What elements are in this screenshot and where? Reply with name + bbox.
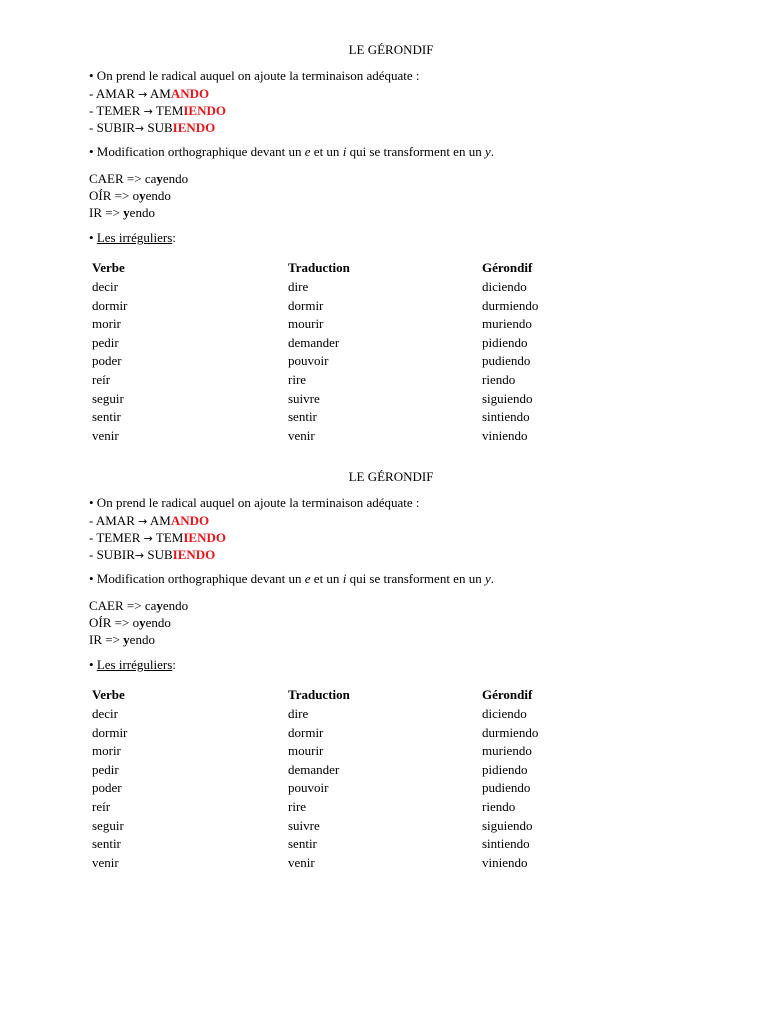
change-end: endo: [129, 205, 155, 220]
cell-traduction: rire: [288, 371, 307, 387]
example-stem: AM: [147, 513, 171, 528]
cell-traduction: demander: [288, 761, 340, 777]
table-row: [92, 315, 602, 334]
example-stem: TEM: [152, 103, 184, 118]
change-start: ca: [144, 598, 157, 613]
change-infinitive: OÍR =>: [89, 188, 133, 203]
change-start: ca: [144, 171, 157, 186]
table-row: [92, 705, 602, 724]
example-prefix: - TEMER: [89, 103, 144, 118]
cell-traduction: dormir: [288, 724, 324, 740]
cell-verbe: morir: [92, 743, 121, 759]
modification-rule: [89, 571, 494, 587]
table-header-row: [92, 685, 602, 705]
table-row: [92, 779, 602, 798]
bullet: •: [89, 657, 97, 672]
example-prefix: - SUBIR: [89, 547, 135, 562]
example-ending: IENDO: [172, 547, 216, 562]
cell-gerondif: pudiendo: [482, 353, 531, 369]
table-row: [92, 278, 602, 297]
letter-y: y: [484, 144, 491, 159]
modification-text: .: [490, 144, 494, 159]
modification-rule: [89, 144, 494, 160]
modification-text: qui se transforment en un: [346, 571, 485, 586]
letter-i: i: [342, 571, 347, 586]
intro-rule: • On prend le radical auquel on ajoute la terminaison adéquate :: [89, 495, 420, 510]
cell-gerondif: sintiendo: [482, 409, 530, 425]
change-caer: [89, 170, 188, 187]
arrow-icon: →: [134, 122, 145, 135]
table-header-row: [92, 258, 602, 278]
change-infinitive: CAER =>: [89, 598, 145, 613]
modification-text: qui se transforment en un: [346, 144, 485, 159]
table-row: [92, 724, 602, 743]
cell-verbe: seguir: [92, 390, 124, 406]
table-row: [92, 742, 602, 761]
cell-gerondif: diciendo: [482, 706, 527, 721]
cell-gerondif: pudiendo: [482, 780, 531, 796]
example-temer: [89, 102, 226, 120]
cell-gerondif: pidiendo: [482, 761, 528, 777]
irregulars-label: Les irréguliers: [96, 230, 173, 245]
cell-verbe: pedir: [92, 761, 119, 777]
example-ending: IENDO: [172, 120, 216, 135]
header-gerondif: Gérondif: [482, 259, 533, 275]
cell-traduction: dire: [288, 706, 309, 721]
example-stem: TEM: [152, 530, 184, 545]
change-end: endo: [145, 188, 171, 203]
irregulars-colon: :: [172, 657, 176, 672]
cell-traduction: mourir: [288, 316, 324, 332]
example-prefix: - SUBIR: [89, 120, 135, 135]
irregulars-heading: [89, 657, 176, 673]
cell-verbe: sentir: [92, 409, 121, 425]
cell-gerondif: diciendo: [482, 279, 527, 294]
header-verbe: Verbe: [92, 259, 125, 275]
irregulars-heading: [89, 230, 176, 246]
example-stem: AM: [147, 86, 171, 101]
cell-verbe: decir: [92, 706, 118, 721]
modification-text: et un: [310, 571, 343, 586]
cell-traduction: pouvoir: [288, 353, 329, 369]
table-body: [92, 278, 602, 445]
change-ir: [89, 204, 155, 221]
example-subir: [89, 119, 215, 137]
change-caer: [89, 597, 188, 614]
modification-text: • Modification orthographique devant un: [89, 144, 305, 159]
cell-verbe: morir: [92, 316, 121, 332]
change-y: y: [123, 632, 130, 647]
example-ending: IENDO: [183, 103, 226, 118]
modification-text: • Modification orthographique devant un: [89, 571, 305, 586]
irregulars-colon: :: [172, 230, 176, 245]
cell-verbe: poder: [92, 353, 122, 369]
cell-gerondif: sintiendo: [482, 836, 530, 852]
intro-rule: • On prend le radical auquel on ajoute la terminaison adéquate :: [89, 68, 420, 83]
cell-gerondif: siguiendo: [482, 390, 533, 406]
cell-verbe: seguir: [92, 817, 124, 833]
arrow-icon: →: [138, 88, 148, 101]
change-start: o: [132, 188, 140, 203]
example-stem: SUB: [144, 120, 173, 135]
cell-traduction: mourir: [288, 743, 324, 759]
change-infinitive: CAER =>: [89, 171, 145, 186]
arrow-icon: →: [134, 549, 145, 562]
example-amar: [89, 85, 209, 103]
example-stem: SUB: [144, 547, 173, 562]
table-row: [92, 371, 602, 390]
change-y: y: [156, 598, 163, 613]
change-y: y: [139, 188, 146, 203]
example-prefix: - TEMER: [89, 530, 144, 545]
cell-gerondif: riendo: [482, 798, 516, 814]
letter-e: e: [304, 571, 311, 586]
cell-gerondif: siguiendo: [482, 817, 533, 833]
cell-verbe: dormir: [92, 724, 128, 740]
gerondif-section: [0, 467, 768, 870]
example-ending: ANDO: [170, 86, 210, 101]
header-traduction: Traduction: [288, 259, 350, 275]
table-body: [92, 705, 602, 872]
cell-verbe: reír: [92, 798, 111, 814]
cell-verbe: dormir: [92, 297, 128, 313]
change-infinitive: OÍR =>: [89, 615, 133, 630]
cell-gerondif: muriendo: [482, 316, 532, 332]
cell-verbe: reír: [92, 371, 111, 387]
cell-traduction: dire: [288, 279, 309, 294]
letter-e: e: [304, 144, 311, 159]
example-amar: [89, 512, 209, 530]
table-row: [92, 334, 602, 353]
cell-gerondif: viniendo: [482, 427, 528, 443]
modification-text: et un: [310, 144, 343, 159]
section-title: LE GÉRONDIF: [348, 469, 434, 484]
cell-gerondif: durmiendo: [482, 297, 539, 313]
change-oir: [89, 187, 171, 204]
example-prefix: - AMAR: [89, 513, 139, 528]
bullet: •: [89, 230, 97, 245]
header-gerondif: Gérondif: [482, 686, 533, 702]
change-y: y: [139, 615, 146, 630]
cell-traduction: suivre: [288, 390, 320, 406]
table-row: [92, 427, 602, 446]
cell-traduction: venir: [288, 854, 315, 870]
cell-gerondif: riendo: [482, 371, 516, 387]
cell-verbe: poder: [92, 780, 122, 796]
cell-traduction: suivre: [288, 817, 320, 833]
change-infinitive: IR =>: [89, 632, 124, 647]
table-row: [92, 761, 602, 780]
example-ending: ANDO: [170, 513, 210, 528]
change-end: endo: [145, 615, 171, 630]
table-row: [92, 798, 602, 817]
table-row: [92, 408, 602, 427]
example-temer: [89, 529, 226, 547]
cell-gerondif: viniendo: [482, 854, 528, 870]
cell-gerondif: pidiendo: [482, 334, 528, 350]
gerondif-section: [0, 40, 768, 443]
cell-traduction: sentir: [288, 409, 317, 425]
change-y: y: [156, 171, 163, 186]
table-row: [92, 297, 602, 316]
cell-traduction: venir: [288, 427, 315, 443]
example-prefix: - AMAR: [89, 86, 139, 101]
change-start: o: [132, 615, 140, 630]
arrow-icon: →: [143, 532, 153, 545]
change-end: endo: [162, 171, 189, 186]
cell-traduction: pouvoir: [288, 780, 329, 796]
cell-gerondif: durmiendo: [482, 724, 539, 740]
arrow-icon: →: [143, 105, 153, 118]
arrow-icon: →: [138, 515, 148, 528]
cell-traduction: dormir: [288, 297, 324, 313]
letter-y: y: [484, 571, 491, 586]
letter-i: i: [342, 144, 347, 159]
cell-verbe: decir: [92, 279, 118, 294]
table-row: [92, 854, 602, 873]
section-title: LE GÉRONDIF: [348, 42, 434, 57]
change-oir: [89, 614, 171, 631]
modification-text: .: [490, 571, 494, 586]
cell-verbe: sentir: [92, 836, 121, 852]
cell-verbe: venir: [92, 854, 119, 870]
change-ir: [89, 631, 155, 648]
cell-verbe: venir: [92, 427, 119, 443]
table-row: [92, 390, 602, 409]
irregulars-label: Les irréguliers: [96, 657, 173, 672]
example-subir: [89, 546, 215, 564]
irregular-verbs-table: [92, 685, 602, 872]
example-ending: IENDO: [183, 530, 226, 545]
cell-traduction: rire: [288, 798, 307, 814]
change-end: endo: [162, 598, 189, 613]
header-traduction: Traduction: [288, 686, 350, 702]
table-row: [92, 352, 602, 371]
cell-traduction: sentir: [288, 836, 317, 852]
change-y: y: [123, 205, 130, 220]
table-row: [92, 835, 602, 854]
cell-verbe: pedir: [92, 334, 119, 350]
table-row: [92, 817, 602, 836]
change-infinitive: IR =>: [89, 205, 124, 220]
irregular-verbs-table: [92, 258, 602, 445]
cell-traduction: demander: [288, 334, 340, 350]
change-end: endo: [129, 632, 155, 647]
header-verbe: Verbe: [92, 686, 125, 702]
cell-gerondif: muriendo: [482, 743, 532, 759]
